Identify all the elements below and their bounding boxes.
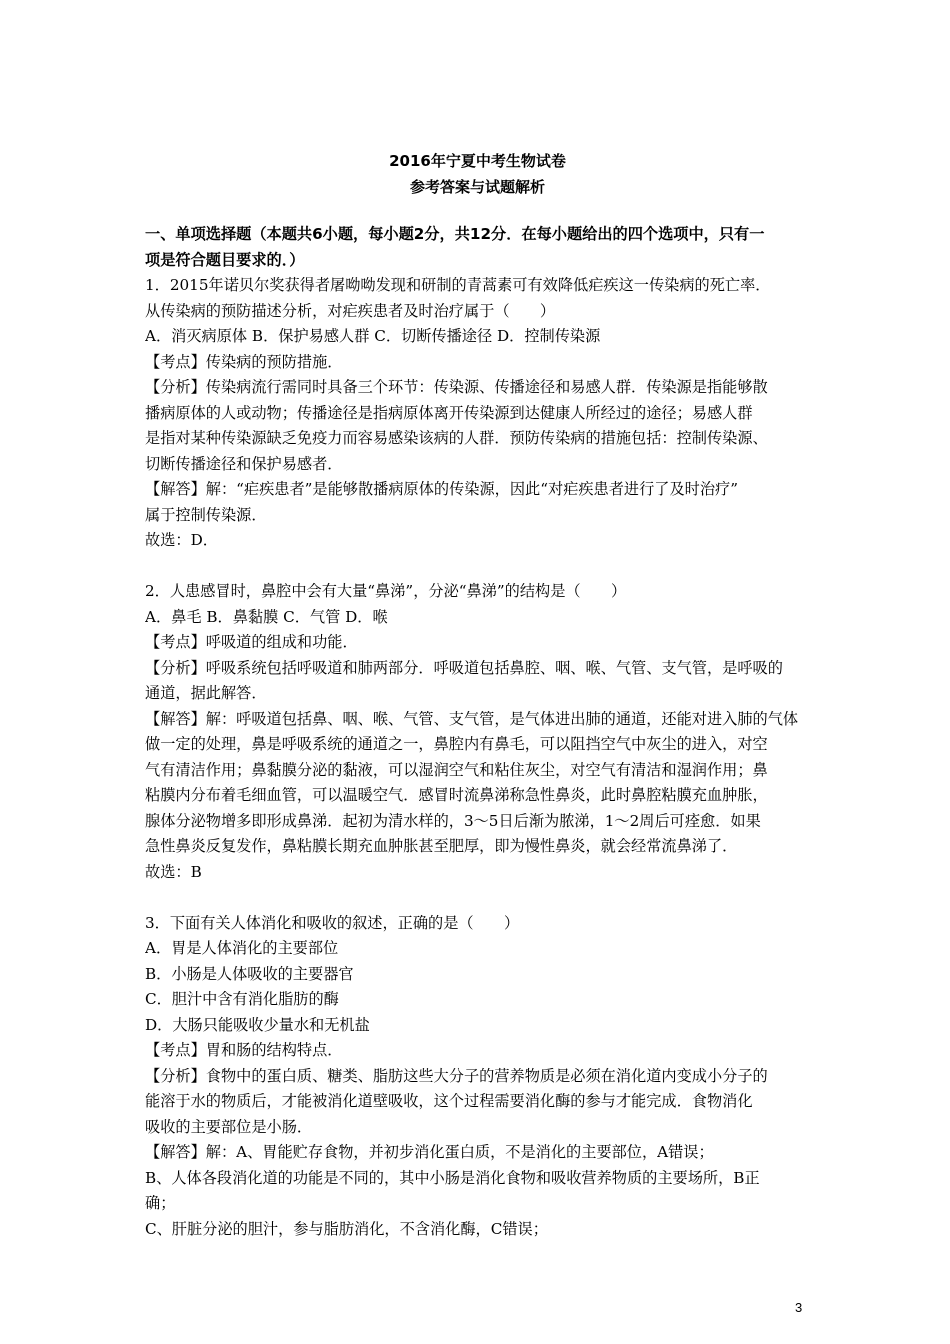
q1-fenxi-cont: 切断传播途径和保护易感者． [145, 454, 343, 473]
q1-fenxi: 【分析】传染病流行需同时具备三个环节：传染源、传播途径和易感人群．传染源是指能够散 [145, 378, 768, 396]
q1-answer: 故选：D． [145, 531, 218, 549]
q3-jieda: 【解答】解：A、胃能贮存食物，并初步消化蛋白质，不是消化的主要部位，A错误； [145, 1143, 714, 1161]
section-heading: 一、单项选择题（本题共6小题，每小题2分，共12分．在每小题给出的四个选项中，只有一 [145, 225, 765, 243]
q2-stem: 2．人患感冒时，鼻腔中会有大量“鼻涕”，分泌“鼻涕”的结构是（ ） [145, 582, 627, 600]
spacer [145, 885, 810, 911]
q1-jieda-cont: 属于控制传染源． [145, 505, 267, 524]
document-subtitle: 参考答案与试题解析 [409, 178, 545, 196]
q2-jieda-cont: 做一定的处理，鼻是呼吸系统的通道之一，鼻腔内有鼻毛，可以阻挡空气中灰尘的进入，对空 [145, 735, 768, 753]
q2-jieda-cont: 急性鼻炎反复发作，鼻粘膜长期充血肿胀甚至肥厚，即为慢性鼻炎，就会经常流鼻涕了． [145, 837, 738, 855]
q2-fenxi-cont: 通道，据此解答． [145, 684, 267, 702]
q1-stem-cont: 从传染病的预防描述分析，对疟疾患者及时治疗属于（ ） [145, 301, 556, 320]
q1-jieda: 【解答】解：“疟疾患者”是能够散播病原体的传染源，因此“对疟疾患者进行了及时治疗” [145, 480, 738, 498]
q2-options: A．鼻毛 B．鼻黏膜 C．气管 D．喉 [145, 607, 388, 626]
spacer [145, 554, 810, 580]
q2-jieda-cont: 粘膜内分布着毛细血管，可以温暖空气．感冒时流鼻涕称急性鼻炎，此时鼻腔粘膜充血肿胀， [145, 786, 768, 804]
q3-option-c: C．胆汁中含有消化脂肪的酶 [145, 990, 339, 1008]
q2-jieda-cont: 腺体分泌物增多即形成鼻涕．起初为清水样的，3～5日后渐为脓涕，1～2周后可痊愈．如果 [145, 811, 761, 830]
q3-fenxi-cont: 吸收的主要部位是小肠． [145, 1117, 313, 1136]
q2-jieda-cont: 气有清洁作用；鼻黏膜分泌的黏液，可以湿润空气和粘住灰尘，对空气有清洁和湿润作用；鼻 [145, 760, 768, 779]
page-number: 3 [795, 1300, 803, 1315]
q3-jieda-cont: B、人体各段消化道的功能是不同的，其中小肠是消化食物和吸收营养物质的主要场所，B正 [145, 1168, 760, 1187]
document-title: 2016年宁夏中考生物试卷 [389, 152, 566, 170]
q1-fenxi-cont: 是指对某种传染源缺乏免疫力而容易感染该病的人群．预防传染病的措施包括：控制传染源、 [145, 429, 768, 447]
q1-options: A．消灭病原体 B．保护易感人群 C．切断传播途径 D．控制传染源 [145, 327, 601, 345]
q1-stem: 1．2015年诺贝尔奖获得者屠呦呦发现和研制的青蒿素可有效降低疟疾这一传染病的死亡率． [145, 276, 771, 294]
q1-fenxi-cont: 播病原体的人或动物；传播途径是指病原体离开传染源到达健康人所经过的途径；易感人群 [145, 403, 753, 422]
document-body [145, 222, 810, 1242]
q2-answer: 故选：B [145, 862, 202, 881]
q2-fenxi: 【分析】呼吸系统包括呼吸道和肺两部分．呼吸道包括鼻腔、咽、喉、气管、支气管，是呼吸的 [145, 658, 783, 677]
q1-kaodian: 【考点】传染病的预防措施． [145, 352, 343, 371]
q3-fenxi: 【分析】食物中的蛋白质、糖类、脂肪这些大分子的营养物质是必须在消化道内变成小分子的 [145, 1066, 768, 1085]
q3-jieda-cont: C、肝脏分泌的胆汁，参与脂肪消化，不含消化酶，C错误； [145, 1219, 548, 1238]
q3-option-b: B．小肠是人体吸收的主要器官 [145, 964, 354, 983]
q3-option-a: A．胃是人体消化的主要部位 [145, 939, 339, 957]
section-heading-cont: 项是符合题目要求的．） [145, 250, 305, 269]
q3-kaodian: 【考点】胃和肠的结构特点． [145, 1041, 343, 1059]
q2-kaodian: 【考点】呼吸道的组成和功能． [145, 633, 358, 651]
q3-jieda-cont: 确； [145, 1194, 176, 1212]
q2-jieda: 【解答】解：呼吸道包括鼻、咽、喉、气管、支气管，是气体进出肺的通道，还能对进入肺的气体 [145, 709, 799, 728]
q3-stem: 3．下面有关人体消化和吸收的叙述，正确的是（ ） [145, 913, 520, 932]
q3-fenxi-cont: 能溶于水的物质后，才能被消化道壁吸收，这个过程需要消化酶的参与才能完成．食物消化 [145, 1092, 753, 1110]
q3-option-d: D．大肠只能吸收少量水和无机盐 [145, 1015, 370, 1034]
